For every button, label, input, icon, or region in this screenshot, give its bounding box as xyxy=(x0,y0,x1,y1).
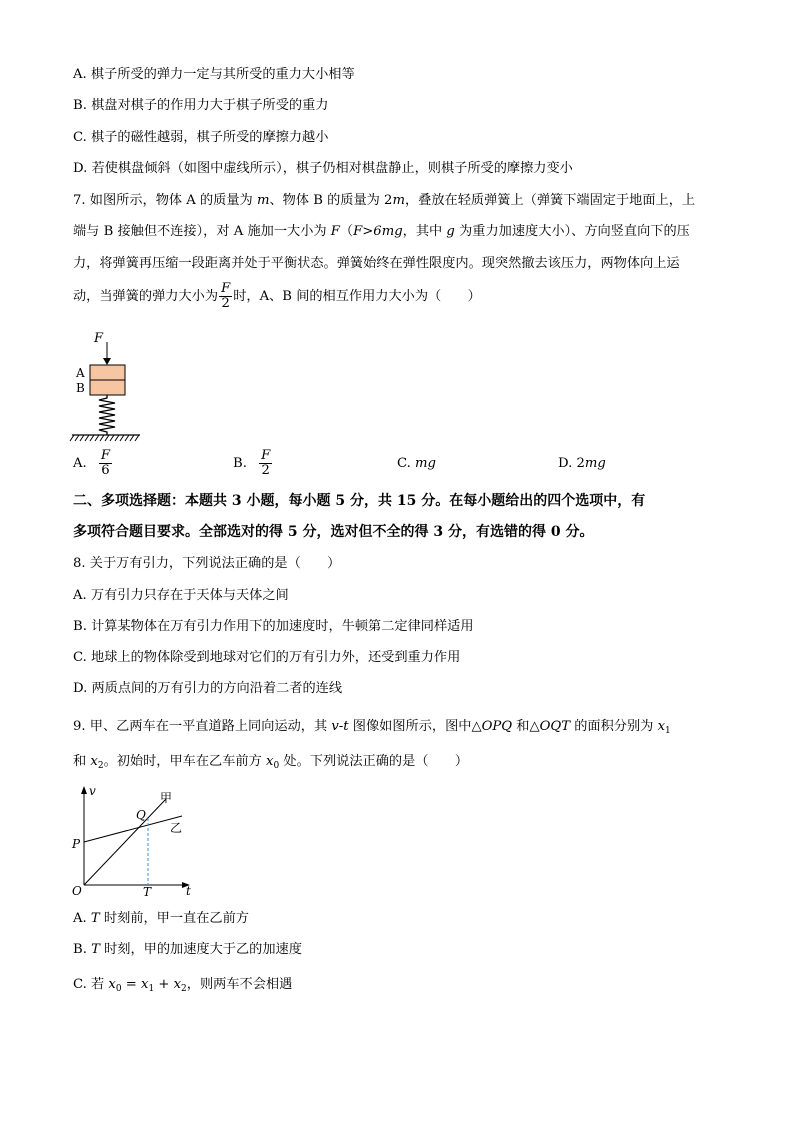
q9-stem-line2: 和 $x_2$。初始时，甲车在乙车前方 $x_0$ 处。下列说法正确的是（ ） xyxy=(73,754,469,771)
q7-option-d: D. 2mg xyxy=(558,456,606,471)
block-b xyxy=(90,380,125,395)
v-axis-arrow-icon xyxy=(81,786,87,794)
p-label: P xyxy=(72,837,81,851)
q9-option-b: B. T 时刻，甲的加速度大于乙的加速度 xyxy=(73,942,302,957)
q-label: Q xyxy=(136,808,146,822)
q8-option-c: C. 地球上的物体除受到地球对它们的万有引力外，还受到重力作用 xyxy=(73,650,461,665)
q7-spring-figure xyxy=(68,322,148,444)
q6-option-c: C. 棋子的磁性越弱，棋子所受的摩擦力越小 xyxy=(73,130,329,145)
block-a xyxy=(90,365,125,380)
q8-option-a: A. 万有引力只存在于天体与天体之间 xyxy=(73,588,289,603)
ground-hatch-icon xyxy=(70,435,139,441)
q9-option-a: A. T 时刻前，甲一直在乙前方 xyxy=(73,911,249,926)
force-label: F xyxy=(94,331,104,346)
T-label: T xyxy=(143,885,152,899)
q8-option-b: B. 计算某物体在万有引力作用下的加速度时，牛顿第二定律同样适用 xyxy=(73,619,474,634)
section2-heading-line1: 二、多项选择题：本题共 3 小题，每小题 5 分，共 15 分。在每小题给出的四个选项中，有 xyxy=(73,493,646,509)
q9-option-c: C. 若 $x_0 = x_1 + x_2$，则两车不会相遇 xyxy=(73,977,293,994)
q9-vt-graph xyxy=(68,782,200,900)
q7-option-c: C. mg xyxy=(397,456,436,471)
line-jia xyxy=(84,799,166,885)
t-label: t xyxy=(186,884,191,898)
fraction-f-over-2: $\frac{F}{2}$ xyxy=(221,281,231,311)
q7-stem-line3: 力，将弹簧再压缩一段距离并处于平衡状态。弹簧始终在弹性限度内。现突然撤去该压力，两物体向上运 xyxy=(73,256,680,271)
yi-label: 乙 xyxy=(170,821,183,835)
q6-option-b: B. 棋盘对棋子的作用力大于棋子所受的重力 xyxy=(73,98,329,113)
q7-stem-line4: 动，当弹簧的弹力大小为 $\frac{F}{2}$ 时，A、B 间的相互作用力大小为（ ） xyxy=(73,281,481,311)
line-yi xyxy=(84,816,182,842)
q7-stem-line2: 端与 B 接触但不连接），对 A 施加一大小为 F（F>6mg，其中 g 为重力加速度大小）、方向竖直向下的压 xyxy=(73,224,690,239)
q7-stem-line1: 7. 如图所示，物体 A 的质量为 m、物体 B 的质量为 2m，叠放在轻质弹簧上（弹簧下端固定于地面上，上 xyxy=(73,193,696,208)
q6-option-d: D. 若使棋盘倾斜（如图中虚线所示），棋子仍相对棋盘静止，则棋子所受的摩擦力变小 xyxy=(73,161,573,176)
q7-option-a: A. $\frac{F}{6}$ xyxy=(73,448,111,478)
q8-stem: 8. 关于万有引力，下列说法正确的是（ ） xyxy=(73,556,341,571)
jia-label: 甲 xyxy=(160,791,173,805)
q8-option-d: D. 两质点间的万有引力的方向沿着二者的连线 xyxy=(73,681,343,696)
q9-stem-line1: 9. 甲、乙两车在一平直道路上同向运动，其 v-t 图像如图所示，图中△OPQ 和△OQT 的面积分别为 $x_1$ xyxy=(73,719,671,736)
q6-option-a: A. 棋子所受的弹力一定与其所受的重力大小相等 xyxy=(73,67,355,82)
block-a-label: A xyxy=(76,366,85,380)
q7-option-b: B. $\frac{F}{2}$ xyxy=(233,448,271,478)
v-label: v xyxy=(89,784,96,798)
block-b-label: B xyxy=(76,381,85,395)
section2-heading-line2: 多项符合题目要求。全部选对的得 5 分，选对但不全的得 3 分，有选错的得 0 分。 xyxy=(73,524,594,540)
origin-label: O xyxy=(72,884,82,898)
spring-icon xyxy=(99,395,115,435)
